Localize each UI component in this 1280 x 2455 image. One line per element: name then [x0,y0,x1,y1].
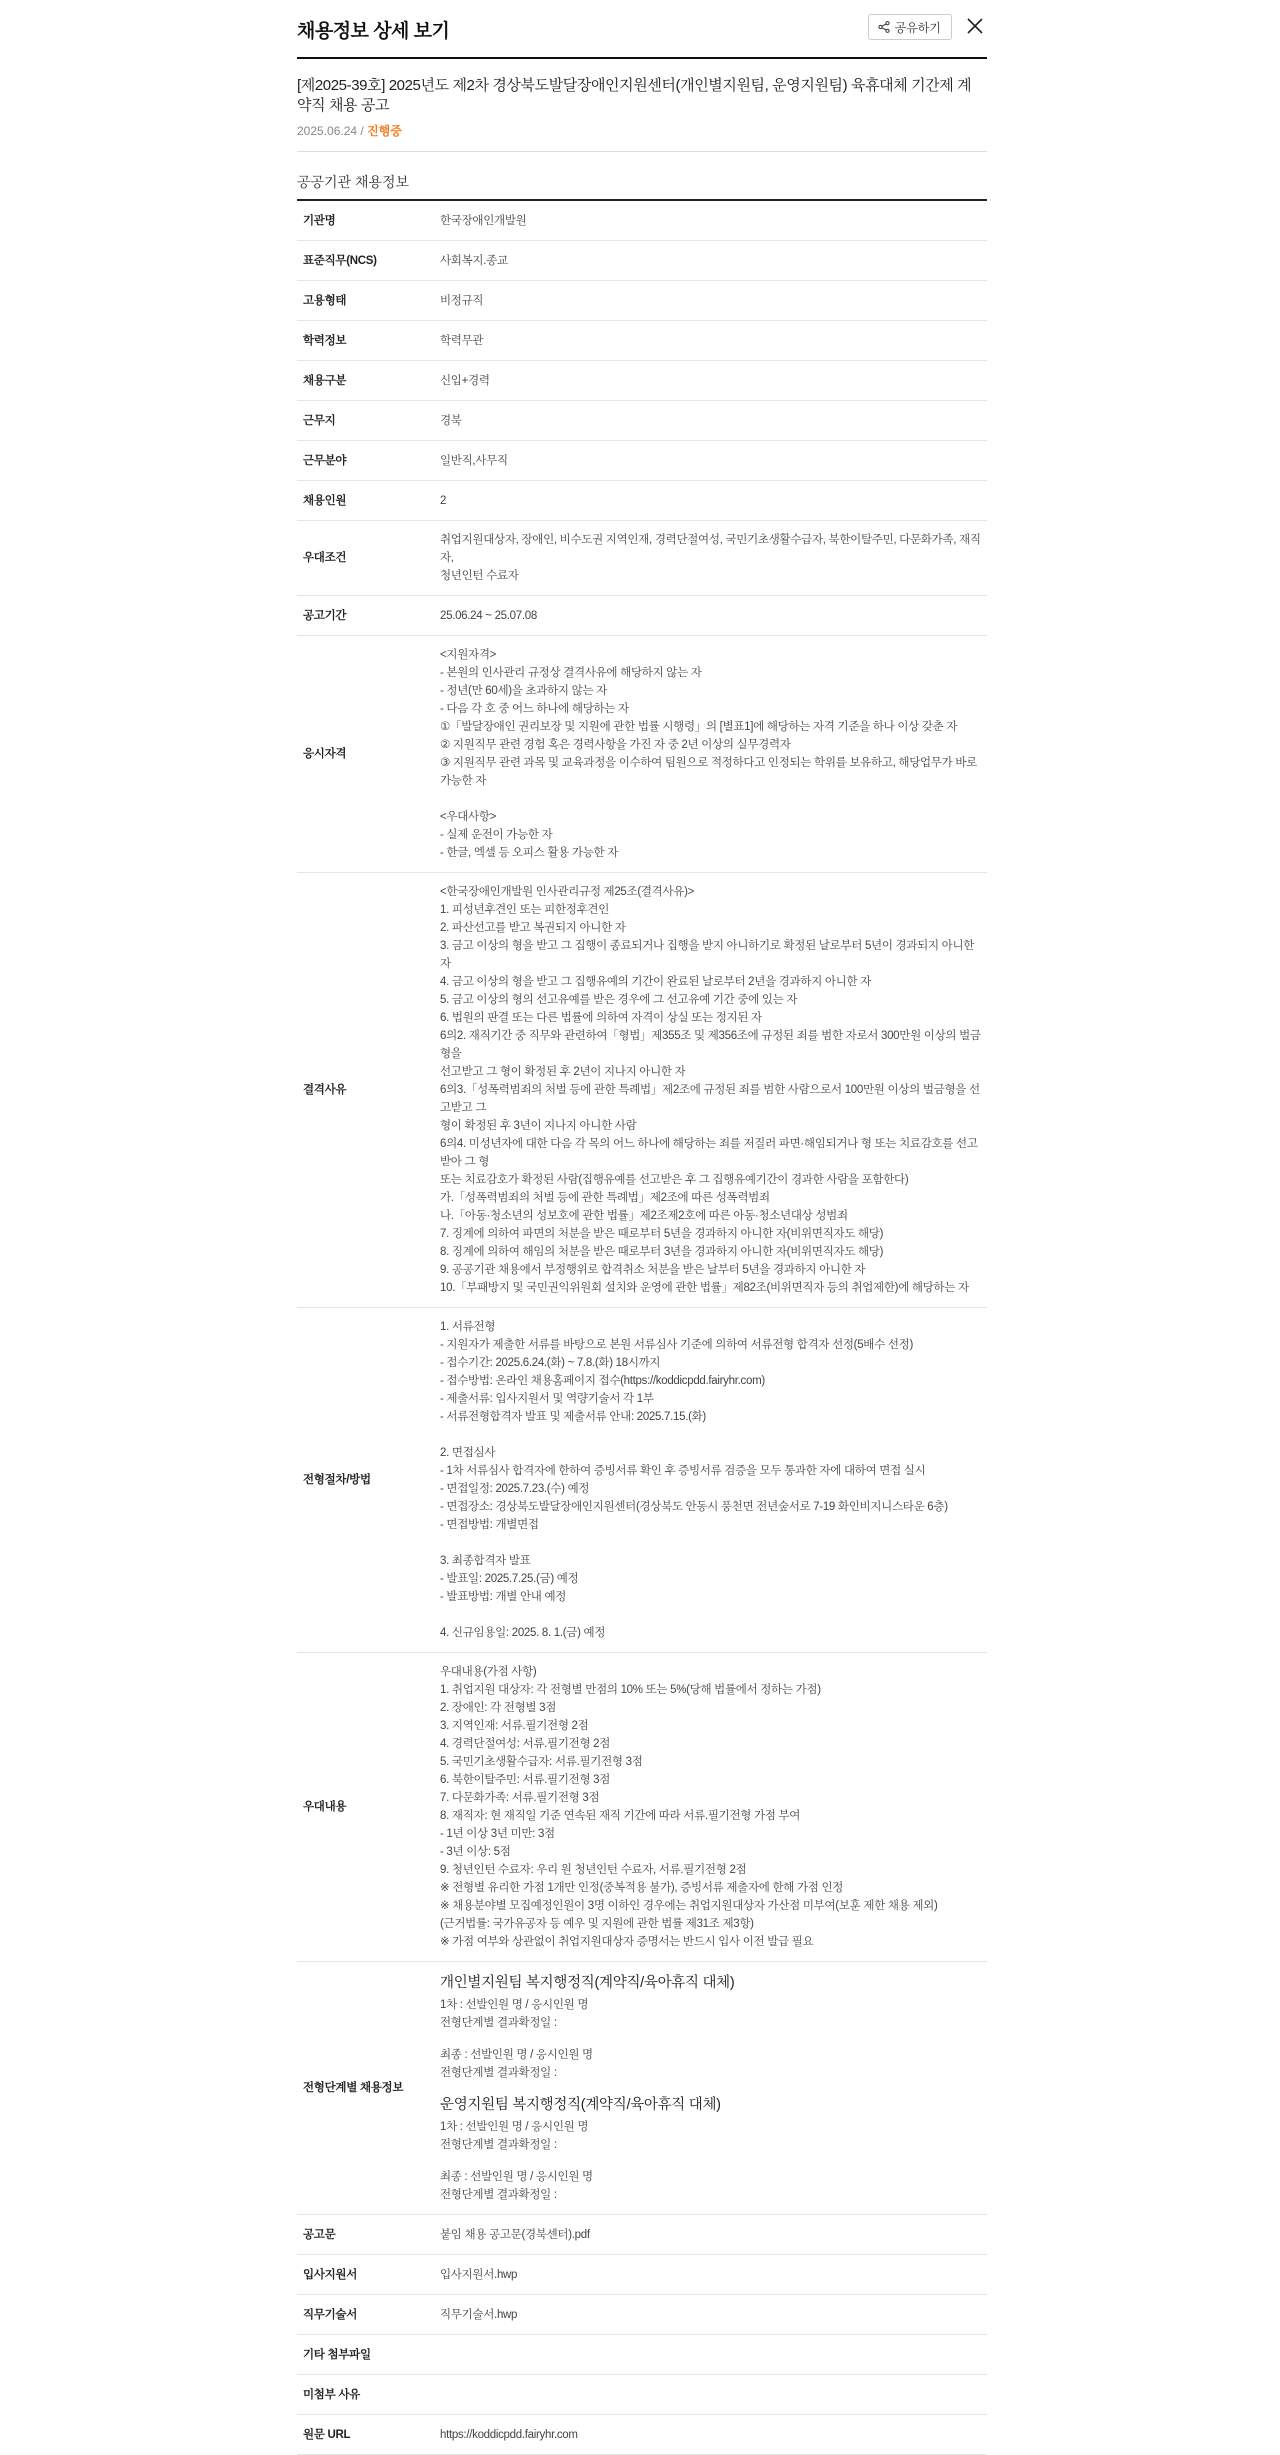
row-label-employment-type: 고용형태 [297,281,440,321]
row-value-agency: 한국장애인개발원 [440,201,987,241]
row-label-headcount: 채용인원 [297,481,440,521]
row-label-period: 공고기간 [297,596,440,636]
row-label-agency: 기관명 [297,201,440,241]
row-value-education: 학력무관 [440,321,987,361]
row-label-preference-detail: 우대내용 [297,1653,440,1962]
stage-group-title: 운영지원팀 복지행정직(계약직/육아휴직 대체) [440,2097,721,2113]
row-value-other-files [440,2335,987,2375]
row-label-hire-type: 채용구분 [297,361,440,401]
table-row [297,201,987,241]
row-label-disqualification: 결격사유 [297,873,440,1308]
row-label-stage-info: 전형단계별 채용정보 [297,1962,440,2215]
row-label-education: 학력정보 [297,321,440,361]
stage-group-title: 개인별지원팀 복지행정직(계약직/육아휴직 대체) [440,1975,735,1991]
share-button-label: 공유하기 [894,20,941,35]
row-label-application-file: 입사지원서 [297,2255,440,2295]
row-value-field: 일반직,사무직 [440,441,987,481]
table-row [297,1308,987,1653]
meta-separator: / [357,124,368,138]
table-row [297,873,987,1308]
table-row [297,636,987,873]
stage-final-result: 최종 : 선발인원 명 / 응시인원 명 전형단계별 결과확정일 : [440,2171,593,2201]
job-desc-file-link[interactable]: 직무기술서.hwp [440,2308,518,2321]
table-row [297,481,987,521]
row-label-preference: 우대조건 [297,521,440,596]
share-button[interactable] [868,14,952,40]
job-info-table [297,201,987,2455]
job-meta [297,122,987,152]
table-row [297,281,987,321]
close-icon[interactable] [965,16,985,36]
table-row [297,521,987,596]
section-title: 공공기관 채용정보 [297,172,987,201]
row-label-procedure: 전형절차/방법 [297,1308,440,1653]
job-detail-container [297,0,987,2455]
stage-first-result: 1차 : 선발인원 명 / 응시인원 명 전형단계별 결과확정일 : [440,1999,589,2029]
row-value-hire-type: 신입+경력 [440,361,987,401]
table-row [297,2335,987,2375]
stage-final-result: 최종 : 선발인원 명 / 응시인원 명 전형단계별 결과확정일 : [440,2049,593,2079]
share-icon [878,21,890,33]
row-label-location: 근무지 [297,401,440,441]
row-value-missing-reason [440,2375,987,2415]
row-label-notice-file: 공고문 [297,2215,440,2255]
table-row [297,2375,987,2415]
job-title: [제2025-39호] 2025년도 제2차 경상북도발달장애인지원센터(개인별지원팀, 운영지원팀) 육휴대체 기간제 계약직 채용 공고 [297,77,972,114]
row-value-preference-detail: 우대내용(가점 사항) 1. 취업지원 대상자: 각 전형별 만점의 10% 또는 5%(당해 법률에서 정하는 가점) 2. 장애인: 각 전형별 3점 3. 지역인재: 서류.필기전형 2점 4. 경력단절여성: 서류.필기전형 2점 5. 국민기초생활수급자: 서류.필기전형 3점 6. 북한이탈주민: 서류.필기전형 3점 7. 다문화가족: 서류.필기전형 3점 8. 재직자: 현 재직일 기준 연속된 재직 기간에 따라 서류.필기전형 가점 부여 - 1년 이상 3년 미만: 3점 - 3년 이상: 5점 9. 청년인턴 수료자: 우리 원 청년인턴 수료자, 서류.필기전형 2점 ※ 전형별 유리한 가점 1개만 인정(중복적용 불가), 증빙서류 제출자에 한해 가점 인정 ※ 채용분야별 모집예정인원이 3명 이하인 경우에는 취업지원대상자 가산점 미부여(보훈 제한 채용 제외) (근거법률: 국가유공자 등 예우 및 지원에 관한 법률 제31조 제3항) ※ 가점 여부와 상관없이 취업지원대상자 증명서는 반드시 입사 이전 발급 필요 [440,1653,987,1962]
application-file-link[interactable]: 입사지원서.hwp [440,2268,518,2281]
table-row [297,2415,987,2455]
page-title: 채용정보 상세 보기 [297,21,450,42]
table-row [297,1962,987,2215]
row-value-headcount: 2 [440,481,987,521]
stage-first-result: 1차 : 선발인원 명 / 응시인원 명 전형단계별 결과확정일 : [440,2121,589,2151]
row-label-other-files: 기타 첨부파일 [297,2335,440,2375]
row-value-period: 25.06.24 ~ 25.07.08 [440,596,987,636]
row-value-ncs: 사회복지.종교 [440,241,987,281]
status-badge: 진행중 [367,124,402,138]
row-value-disqualification: <한국장애인개발원 인사관리규정 제25조(결격사유)> 1. 피성년후견인 또는 피한정후견인 2. 파산선고를 받고 복권되지 아니한 자 3. 금고 이상의 형을 받고 그 집행이 종료되거나 집행을 받지 아니하기로 확정된 날로부터 5년이 경과되지 아니한 자 4. 금고 이상의 형을 받고 그 집행유예의 기간이 완료된 날로부터 2년을 경과하지 아니한 자 5. 금고 이상의 형의 선고유예를 받은 경우에 그 선고유예 기간 중에 있는 자 6. 법원의 판결 또는 다른 법률에 의하여 자격이 상실 또는 정지된 자 6의2. 재직기간 중 직무와 관련하여「형법」제355조 및 제356조에 규정된 죄를 범한 자로서 300만원 이상의 벌금형을 선고받고 그 형이 확정된 후 2년이 지나지 아니한 자 6의3.「성폭력범죄의 처벌 등에 관한 특례법」제2조에 규정된 죄를 범한 사람으로서 100만원 이상의 벌금형을 선고받고 그 형이 확정된 후 3년이 지나지 아니한 사람 6의4. 미성년자에 대한 다음 각 목의 어느 하나에 해당하는 죄를 저질러 파면·해임되거나 형 또는 치료감호를 선고받아 그 형 또는 치료감호가 확정된 사람(집행유예를 선고받은 후 그 집행유예기간이 경과한 사람을 포함한다) 가.「성폭력범죄의 처벌 등에 관한 특례법」제2조에 따른 성폭력범죄 나.「아동·청소년의 성보호에 관한 법률」제2조제2호에 따른 아동·청소년대상 성범죄 7. 징계에 의하여 파면의 처분을 받은 때로부터 5년을 경과하지 아니한 자(비위면직자도 해당) 8. 징계에 의하여 해임의 처분을 받은 때로부터 3년을 경과하지 아니한 자(비위면직자도 해당) 9. 공공기관 채용에서 부정행위로 합격취소 처분을 받은 날부터 5년을 경과하지 아니한 자 10.「부패방지 및 국민권익위원회 설치와 운영에 관한 법률」제82조(비위면직자 등의 취업제한)에 해당하는 자 [440,873,987,1308]
row-label-ncs: 표준직무(NCS) [297,241,440,281]
table-row [297,361,987,401]
row-value-qualification: <지원자격> - 본원의 인사관리 규정상 결격사유에 해당하지 않는 자 - 정년(만 60세)을 초과하지 않는 자 - 다음 각 호 중 어느 하나에 해당하는 자 ①「발달장애인 권리보장 및 지원에 관한 법률 시행령」의 [별표1]에 해당하는 자격 기준을 하나 이상 갖춘 자 ② 지원직무 관련 경험 혹은 경력사항을 가진 자 중 2년 이상의 실무경력자 ③ 지원직무 관련 과목 및 교육과정을 이수하여 팀원으로 적정하다고 인정되는 학위를 보유하고, 해당업무가 바로 가능한 자 <우대사항> - 실제 운전이 가능한 자 - 한글, 엑셀 등 오피스 활용 가능한 자 [440,636,987,873]
row-label-field: 근무분야 [297,441,440,481]
row-value-stage-info [440,1962,987,2215]
row-value-location: 경북 [440,401,987,441]
table-row [297,596,987,636]
table-row [297,2255,987,2295]
row-label-qualification: 응시자격 [297,636,440,873]
modal-header [297,0,987,59]
row-label-missing-reason: 미첨부 사유 [297,2375,440,2415]
table-row [297,441,987,481]
table-row [297,321,987,361]
table-row [297,401,987,441]
notice-file-link[interactable]: 붙임 채용 공고문(경북센터).pdf [440,2228,590,2241]
row-value-preference: 취업지원대상자, 장애인, 비수도권 지역인재, 경력단절여성, 국민기초생활수급자, 북한이탈주민, 다문화가족, 재직자, 청년인턴 수료자 [440,521,987,596]
row-label-source-url: 원문 URL [297,2415,440,2455]
table-row [297,241,987,281]
table-row [297,1653,987,1962]
source-url-link[interactable]: https://koddicpdd.fairyhr.com [440,2428,578,2441]
row-value-procedure: 1. 서류전형 - 지원자가 제출한 서류를 바탕으로 본원 서류심사 기준에 의하여 서류전형 합격자 선정(5배수 선정) - 접수기간: 2025.6.24.(화) ~ 7.8.(화) 18시까지 - 접수방법: 온라인 채용홈페이지 접수(https://koddicpdd.fairyhr.com) - 제출서류: 입사지원서 및 역량기술서 각 1부 - 서류전형합격자 발표 및 제출서류 안내: 2025.7.15.(화) 2. 면접심사 - 1차 서류심사 합격자에 한하여 증빙서류 확인 후 증빙서류 검증을 모두 통과한 자에 대하여 면접 실시 - 면접일정: 2025.7.23.(수) 예정 - 면접장소: 경상북도발달장애인지원센터(경상북도 안동시 풍천면 전년숲서로 7-19 화인비지니스타운 6층) - 면접방법: 개별면접 3. 최종합격자 발표 - 발표일: 2025.7.25.(금) 예정 - 발표방법: 개별 안내 예정 4. 신규임용일: 2025. 8. 1.(금) 예정 [440,1308,987,1653]
table-row [297,2295,987,2335]
row-label-job-desc-file: 직무기술서 [297,2295,440,2335]
posted-date: 2025.06.24 [297,124,358,138]
row-value-employment-type: 비정규직 [440,281,987,321]
table-row [297,2215,987,2255]
